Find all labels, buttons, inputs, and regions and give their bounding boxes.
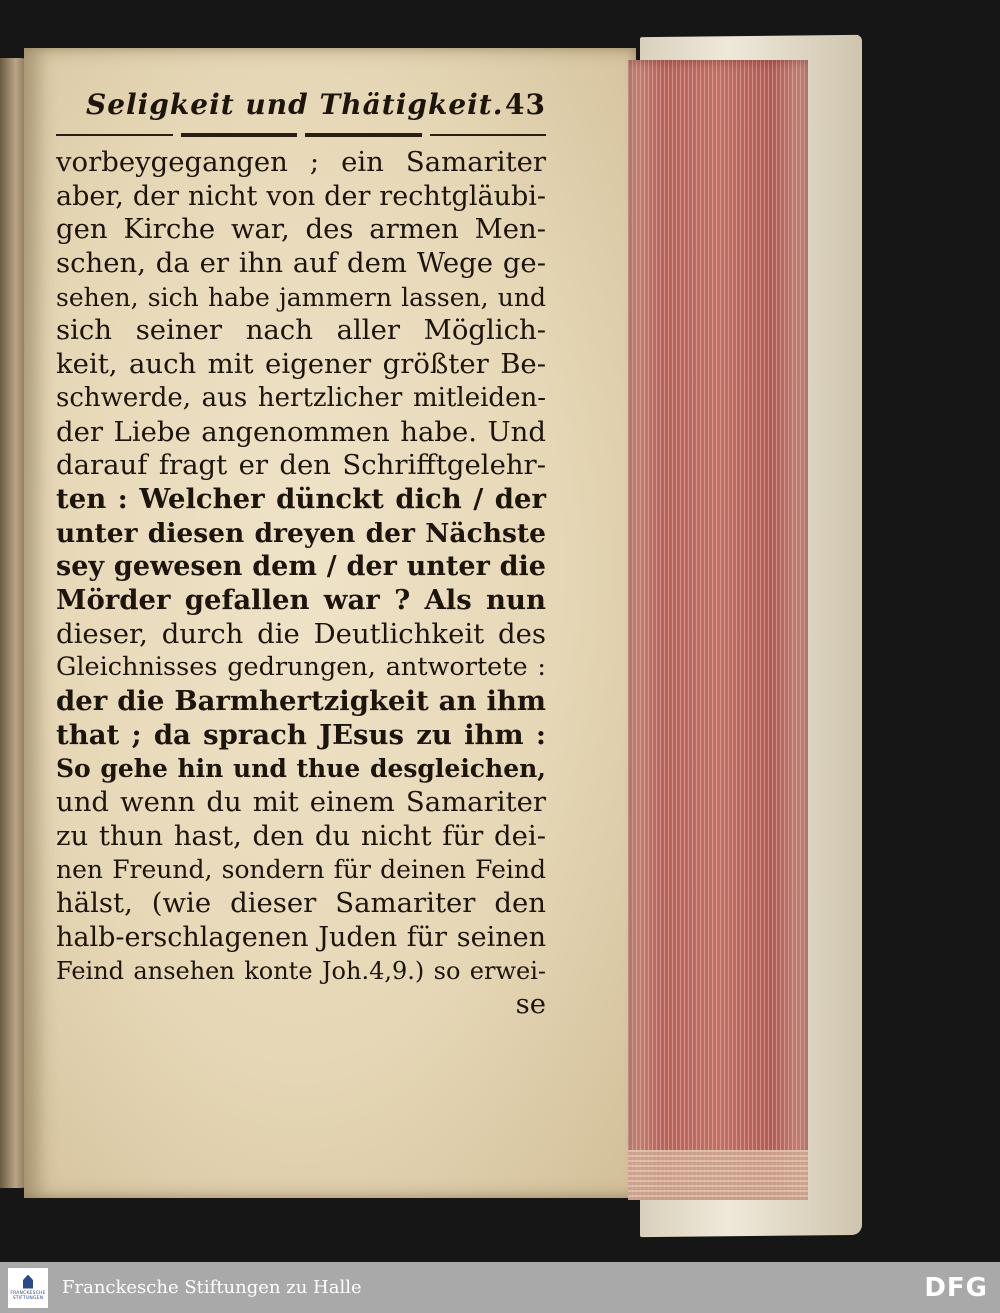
red-fore-edge bbox=[628, 60, 808, 1200]
institution-label: Franckesche Stiftungen zu Halle bbox=[62, 1277, 362, 1298]
text-line: schen, da er ihn auf dem Wege ge- bbox=[56, 247, 546, 280]
dfg-logo: DFG bbox=[924, 1272, 988, 1303]
footer-bar bbox=[0, 1262, 1000, 1313]
text-line: So gehe hin und thue desgleichen, bbox=[56, 754, 546, 784]
fore-edge-bottom bbox=[628, 1150, 808, 1200]
text-lines bbox=[56, 146, 546, 1022]
text-line: dieser, durch die Deutlichkeit des bbox=[56, 617, 546, 650]
text-line: der die Barmhertzigkeit an ihm bbox=[56, 685, 546, 717]
institution-logo bbox=[8, 1268, 48, 1308]
page-text-block bbox=[56, 88, 546, 1022]
text-line: schwerde, aus hertzlicher mitleiden- bbox=[56, 382, 546, 413]
text-line: unter diesen dreyen der Nächste bbox=[56, 517, 546, 549]
text-line: ten : Welcher dünckt dich / der bbox=[56, 482, 546, 515]
text-line: der Liebe angenommen habe. Und bbox=[56, 415, 546, 448]
running-head-title: Seligkeit und Thätigkeit. bbox=[86, 88, 504, 121]
text-line: nen Freund, sondern für deinen Feind bbox=[56, 855, 546, 885]
text-line: Gleichnisses gedrungen, antwortete : bbox=[56, 652, 546, 683]
text-line: zu thun hast, den du nicht für dei- bbox=[56, 819, 546, 852]
head-rule bbox=[56, 130, 546, 140]
text-line: sey gewesen dem / der unter die bbox=[56, 551, 546, 583]
text-line: sehen, sich habe jammern lassen, und bbox=[56, 282, 546, 312]
text-line: vorbeygegangen ; ein Samariter bbox=[56, 146, 546, 178]
text-line: that ; da sprach JEsus zu ihm : bbox=[56, 718, 546, 751]
running-head bbox=[56, 88, 546, 128]
text-line: halb-erschlagenen Juden für seinen bbox=[56, 921, 546, 953]
text-line: Mörder gefallen war ? Als nun bbox=[56, 583, 546, 616]
building-icon bbox=[23, 1275, 33, 1289]
text-line: darauf fragt er den Schrifftgelehr- bbox=[56, 449, 546, 482]
catchword: se bbox=[515, 988, 546, 1021]
text-line: sich seiner nach aller Möglich- bbox=[56, 314, 546, 347]
text-line: Feind ansehen konte Joh.4,9.) so erwei- bbox=[56, 956, 546, 985]
logo-text: FRANCKESCHE STIFTUNGEN bbox=[10, 1290, 46, 1301]
left-page-edge bbox=[0, 58, 26, 1188]
text-line: und wenn du mit einem Samariter bbox=[56, 786, 546, 819]
text-line: keit, auch mit eigener größter Be- bbox=[56, 348, 546, 381]
page-number: 43 bbox=[505, 88, 546, 121]
text-line: aber, der nicht von der rechtgläubi- bbox=[56, 180, 546, 212]
text-line: gen Kirche war, des armen Men- bbox=[56, 213, 546, 246]
text-line: hälst, (wie dieser Samariter den bbox=[56, 887, 546, 920]
